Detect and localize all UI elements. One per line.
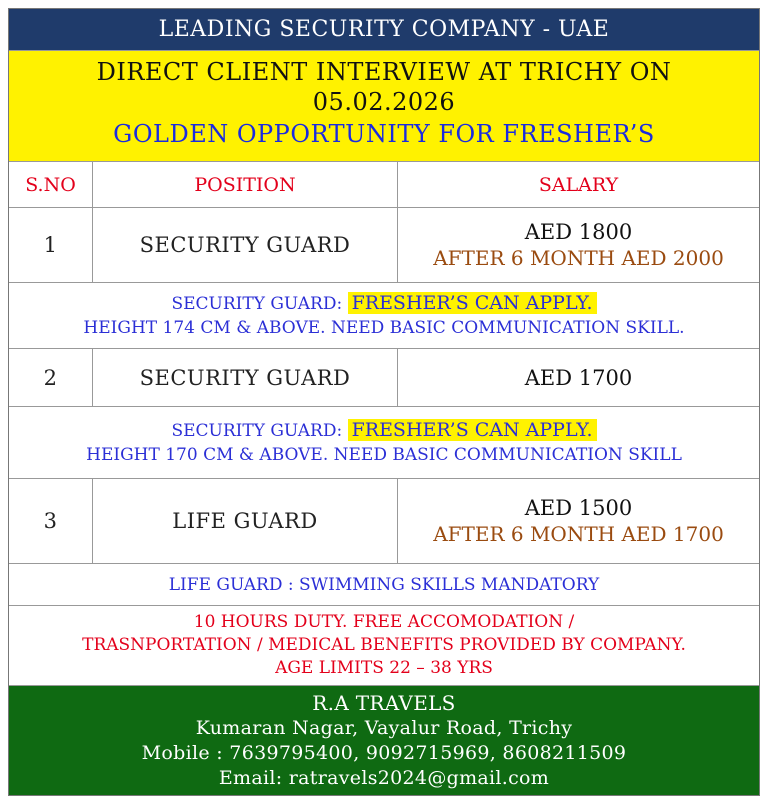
company-mobile: Mobile : 7639795400, 9092715969, 8608211509 bbox=[141, 741, 627, 764]
table-row bbox=[9, 479, 759, 564]
company-email: Email: ratravels2024@gmail.com bbox=[218, 766, 550, 789]
salary-amount: AED 1800 bbox=[524, 220, 633, 244]
terms-duty: 10 HOURS DUTY. FREE ACCOMODATION / bbox=[193, 612, 575, 632]
row-sno: 1 bbox=[9, 208, 93, 282]
table-row bbox=[9, 349, 759, 407]
company-name: R.A TRAVELS bbox=[312, 690, 456, 715]
salary-after: AFTER 6 MONTH AED 1700 bbox=[433, 522, 724, 546]
contact-footer bbox=[9, 686, 759, 795]
row-salary bbox=[398, 479, 759, 563]
row-position: LIFE GUARD bbox=[93, 479, 398, 563]
interview-date: 05.02.2026 bbox=[312, 88, 456, 116]
row-position: SECURITY GUARD bbox=[93, 208, 398, 282]
row-sno: 3 bbox=[9, 479, 93, 563]
terms-section bbox=[9, 606, 759, 686]
note-requirements: LIFE GUARD : SWIMMING SKILLS MANDATORY bbox=[168, 574, 600, 595]
note-prefix: SECURITY GUARD: bbox=[171, 294, 348, 314]
header-sno: S.NO bbox=[9, 162, 93, 207]
terms-age: AGE LIMITS 22 – 38 YRS bbox=[275, 658, 493, 678]
salary-after: AFTER 6 MONTH AED 2000 bbox=[433, 246, 724, 270]
row-sno: 2 bbox=[9, 349, 93, 406]
terms-benefits: TRASNPORTATION / MEDICAL BENEFITS PROVIDED BY COMPANY. bbox=[82, 635, 686, 655]
header-position: POSITION bbox=[93, 162, 398, 207]
interview-banner bbox=[9, 51, 759, 162]
header-salary: SALARY bbox=[538, 173, 619, 196]
job-poster bbox=[8, 8, 760, 796]
note-prefix: SECURITY GUARD: bbox=[171, 421, 348, 441]
opportunity-line: GOLDEN OPPORTUNITY FOR FRESHER’S bbox=[113, 120, 655, 148]
row-position: SECURITY GUARD bbox=[93, 349, 398, 406]
note-requirements: HEIGHT 174 CM & ABOVE. NEED BASIC COMMUNICATION SKILL. bbox=[83, 318, 685, 338]
note-highlight: FRESHER’S CAN APPLY. bbox=[348, 292, 597, 314]
table-row bbox=[9, 208, 759, 283]
note-highlight: FRESHER’S CAN APPLY. bbox=[348, 419, 597, 441]
table-header bbox=[9, 162, 759, 208]
row-note bbox=[9, 283, 759, 349]
row-salary bbox=[398, 349, 759, 406]
interview-line: DIRECT CLIENT INTERVIEW AT TRICHY ON bbox=[96, 58, 672, 86]
note-requirements: HEIGHT 170 CM & ABOVE. NEED BASIC COMMUNICATION SKILL bbox=[86, 445, 682, 465]
salary-amount: AED 1500 bbox=[524, 496, 633, 520]
salary-amount: AED 1700 bbox=[524, 365, 633, 390]
row-note bbox=[9, 564, 759, 606]
company-address: Kumaran Nagar, Vayalur Road, Trichy bbox=[195, 716, 573, 739]
poster-title: LEADING SECURITY COMPANY - UAE bbox=[9, 9, 759, 51]
row-salary bbox=[398, 208, 759, 282]
row-note bbox=[9, 407, 759, 479]
